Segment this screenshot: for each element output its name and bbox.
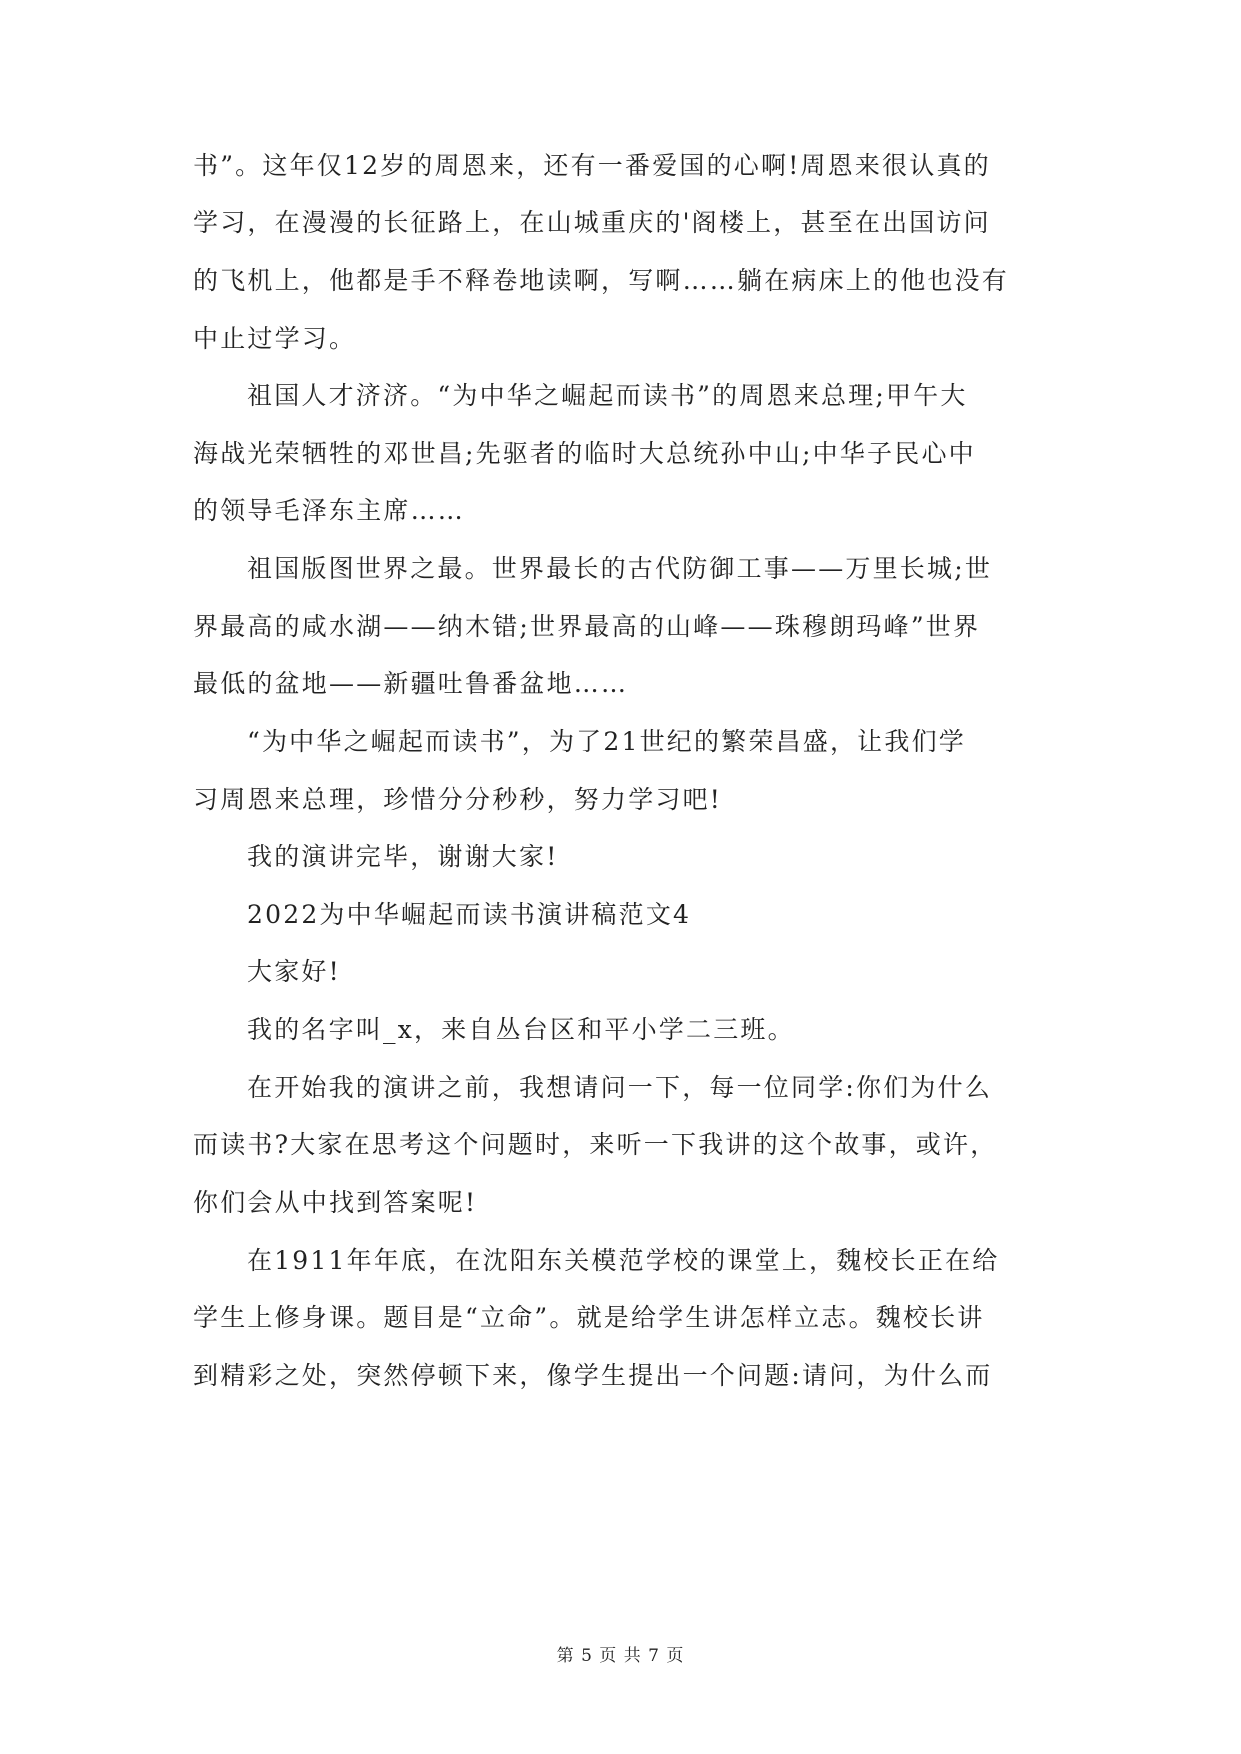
text-line: 海战光荣牺牲的邓世昌;先驱者的临时大总统孙中山;中华子民心中 <box>193 439 976 468</box>
text-line: 界最高的咸水湖——纳木错;世界最高的山峰——珠穆朗玛峰”世界 <box>193 612 981 641</box>
text-line: 学习，在漫漫的长征路上，在山城重庆的'阁楼上，甚至在出国访问 <box>193 208 991 237</box>
text-line: 中止过学习。 <box>193 324 357 353</box>
paragraph-start: 在开始我的演讲之前，我想请问一下，每一位同学:你们为什么 <box>247 1073 993 1102</box>
text-line: 到精彩之处，突然停顿下来，像学生提出一个问题:请问，为什么而 <box>193 1361 993 1390</box>
text-line: 习周恩来总理，珍惜分分秒秒，努力学习吧! <box>193 785 723 814</box>
paragraph-start: 祖国人才济济。“为中华之崛起而读书”的周恩来总理;甲午大 <box>247 381 968 410</box>
section-heading: 2022为中华崛起而读书演讲稿范文4 <box>247 900 692 929</box>
text-line: 而读书?大家在思考这个问题时，来听一下我讲的这个故事，或许， <box>193 1130 998 1159</box>
text-line: 学生上修身课。题目是“立命”。就是给学生讲怎样立志。魏校长讲 <box>193 1303 985 1332</box>
paragraph-start: 我的演讲完毕，谢谢大家! <box>247 842 559 871</box>
text-line: 你们会从中找到答案呢! <box>193 1188 478 1217</box>
page-footer: 第 5 页 共 7 页 <box>556 1646 685 1666</box>
text-line: 书”。这年仅12岁的周恩来，还有一番爱国的心啊!周恩来很认真的 <box>193 151 991 180</box>
paragraph-start: 祖国版图世界之最。世界最长的古代防御工事——万里长城;世 <box>247 554 993 583</box>
paragraph-start: 我的名字叫_x，来自丛台区和平小学二三班。 <box>247 1015 795 1044</box>
greeting: 大家好! <box>247 957 341 986</box>
paragraph-start: “为中华之崛起而读书”，为了21世纪的繁荣昌盛，让我们学 <box>247 727 966 756</box>
text-line: 最低的盆地——新疆吐鲁番盆地…… <box>193 669 629 698</box>
text-line: 的飞机上，他都是手不释卷地读啊，写啊……躺在病床上的他也没有 <box>193 266 1010 295</box>
text-line: 的领导毛泽东主席…… <box>193 496 466 525</box>
paragraph-start: 在1911年年底，在沈阳东关模范学校的课堂上，魏校长正在给 <box>247 1246 1000 1275</box>
